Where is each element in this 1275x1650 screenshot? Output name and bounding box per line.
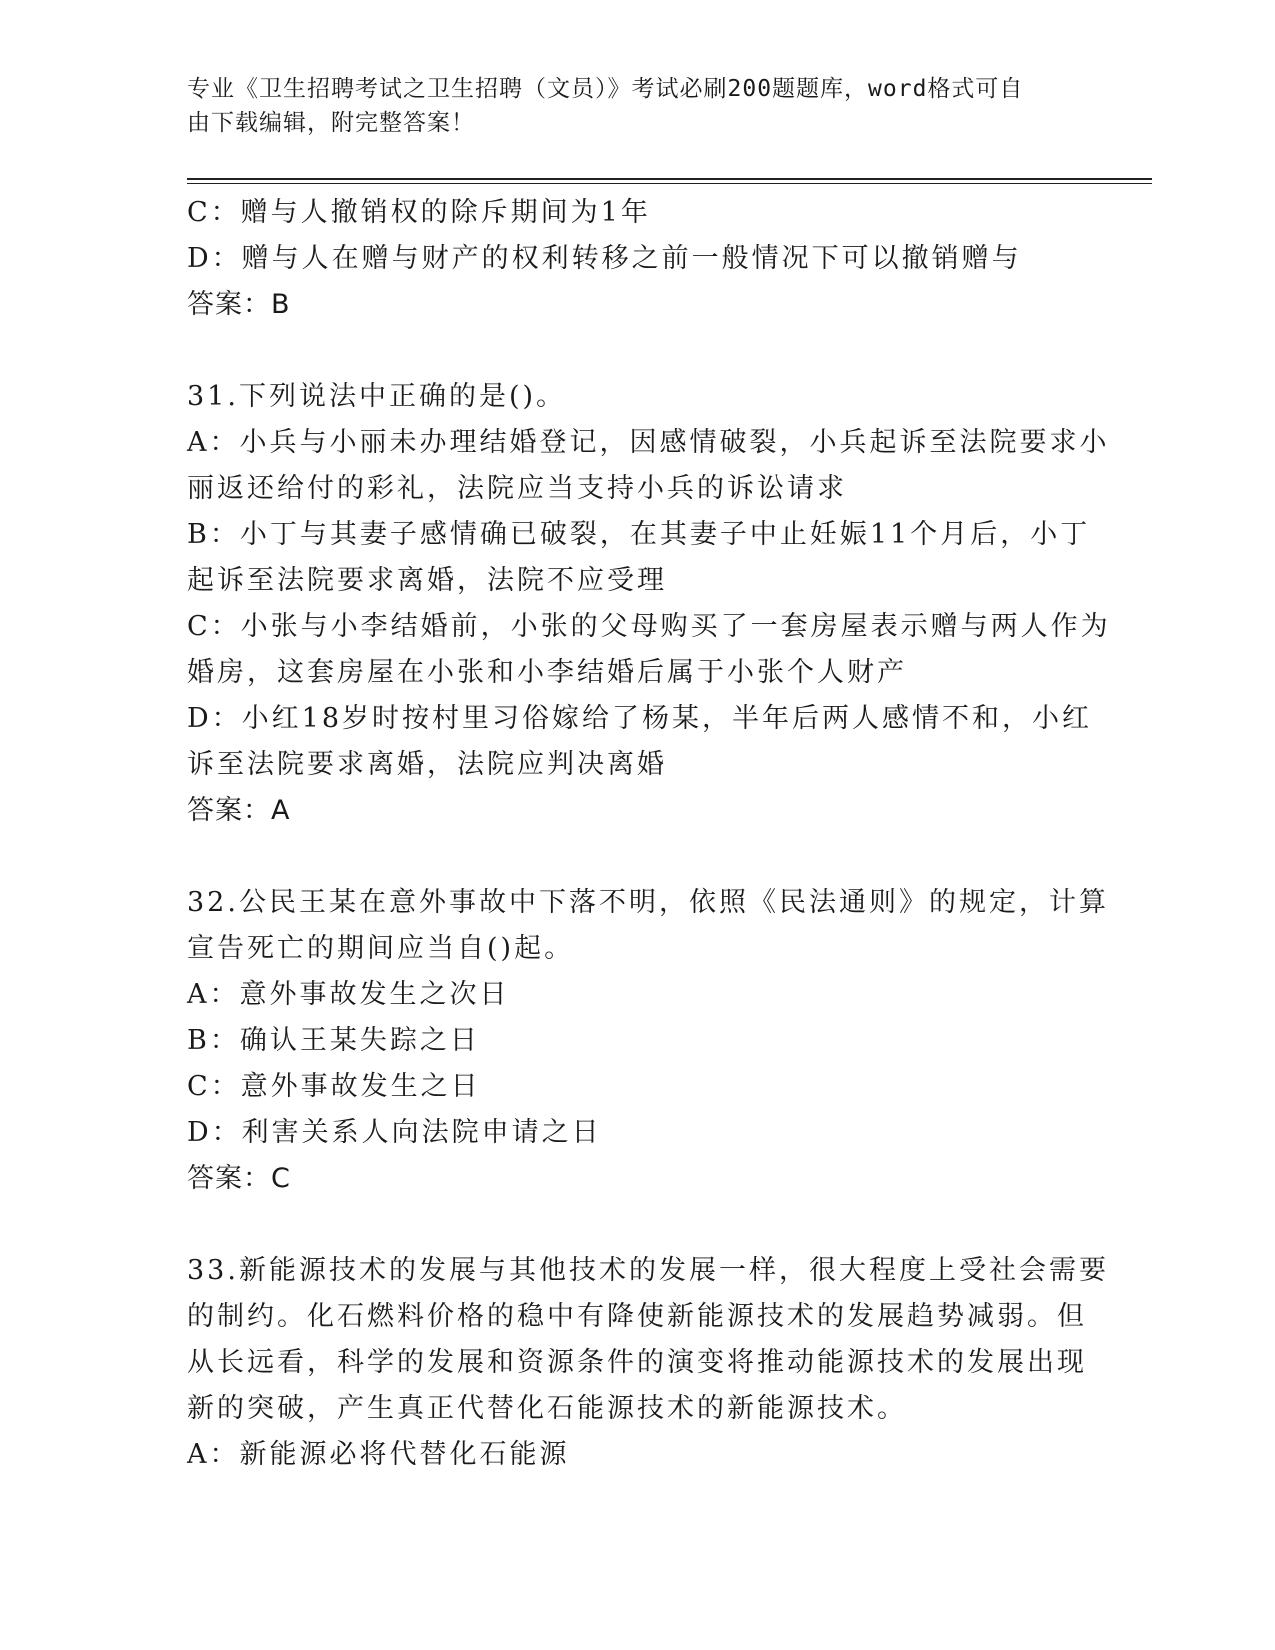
question-stem-line-3: 从长远看，科学的发展和资源条件的演变将推动能源技术的发展出现 <box>187 1347 1087 1378</box>
option-c-line-2: 婚房，这套房屋在小张和小李结婚后属于小张个人财产 <box>187 657 907 688</box>
option-a: A：意外事故发生之次日 <box>187 979 510 1010</box>
answer-label: 答案：C <box>187 1163 291 1194</box>
header-divider-thin <box>187 183 1152 184</box>
answer-label: 答案：A <box>187 795 291 826</box>
header-divider-thick <box>187 178 1152 180</box>
option-c: C：赠与人撤销权的除斥期间为1年 <box>187 197 651 228</box>
question-stem-line-2: 宣告死亡的期间应当自()起。 <box>187 933 575 964</box>
document-header <box>187 72 1087 140</box>
question-31 <box>187 374 1111 834</box>
option-a-line-1: A：小兵与小丽未办理结婚登记，因感情破裂，小兵起诉至法院要求小 <box>187 427 1110 458</box>
question-stem-line-1: 33.新能源技术的发展与其他技术的发展一样，很大程度上受社会需要 <box>187 1255 1109 1286</box>
option-d: D：利害关系人向法院申请之日 <box>187 1117 602 1148</box>
spacer <box>187 834 1077 880</box>
option-b: B：确认王某失踪之日 <box>187 1025 480 1056</box>
spacer <box>187 1202 1077 1248</box>
option-a: A：新能源必将代替化石能源 <box>187 1439 570 1470</box>
header-line-1: 专业《卫生招聘考试之卫生招聘（文员）》考试必刷200题题库，word格式可自 <box>187 76 1024 102</box>
question-stem: 31.下列说法中正确的是()。 <box>187 381 567 412</box>
question-stem-line-1: 32.公民王某在意外事故中下落不明，依照《民法通则》的规定，计算 <box>187 887 1109 918</box>
question-stem-line-2: 的制约。化石燃料价格的稳中有降使新能源技术的发展趋势减弱。但 <box>187 1301 1087 1332</box>
question-30-continuation <box>187 190 1077 328</box>
option-b-line-2: 起诉至法院要求离婚，法院不应受理 <box>187 565 667 596</box>
option-b-line-1: B：小丁与其妻子感情确已破裂，在其妻子中止妊娠11个月后，小丁 <box>187 519 1091 550</box>
option-d: D：赠与人在赠与财产的权利转移之前一般情况下可以撤销赠与 <box>187 243 1022 274</box>
option-c: C：意外事故发生之日 <box>187 1071 481 1102</box>
option-d-line-1: D：小红18岁时按村里习俗嫁给了杨某，半年后两人感情不和，小红 <box>187 703 1093 734</box>
question-stem-line-4: 新的突破，产生真正代替化石能源技术的新能源技术。 <box>187 1393 907 1424</box>
option-c-line-1: C：小张与小李结婚前，小张的父母购买了一套房屋表示赠与两人作为 <box>187 611 1111 642</box>
option-d-line-2: 诉至法院要求离婚，法院应判决离婚 <box>187 749 667 780</box>
answer-label: 答案：B <box>187 289 291 320</box>
header-line-2: 由下载编辑，附完整答案！ <box>187 110 475 136</box>
question-32 <box>187 880 1109 1202</box>
spacer <box>187 328 1077 374</box>
question-33 <box>187 1248 1109 1478</box>
option-a-line-2: 丽返还给付的彩礼，法院应当支持小兵的诉讼请求 <box>187 473 847 504</box>
question-content <box>187 190 1111 1478</box>
